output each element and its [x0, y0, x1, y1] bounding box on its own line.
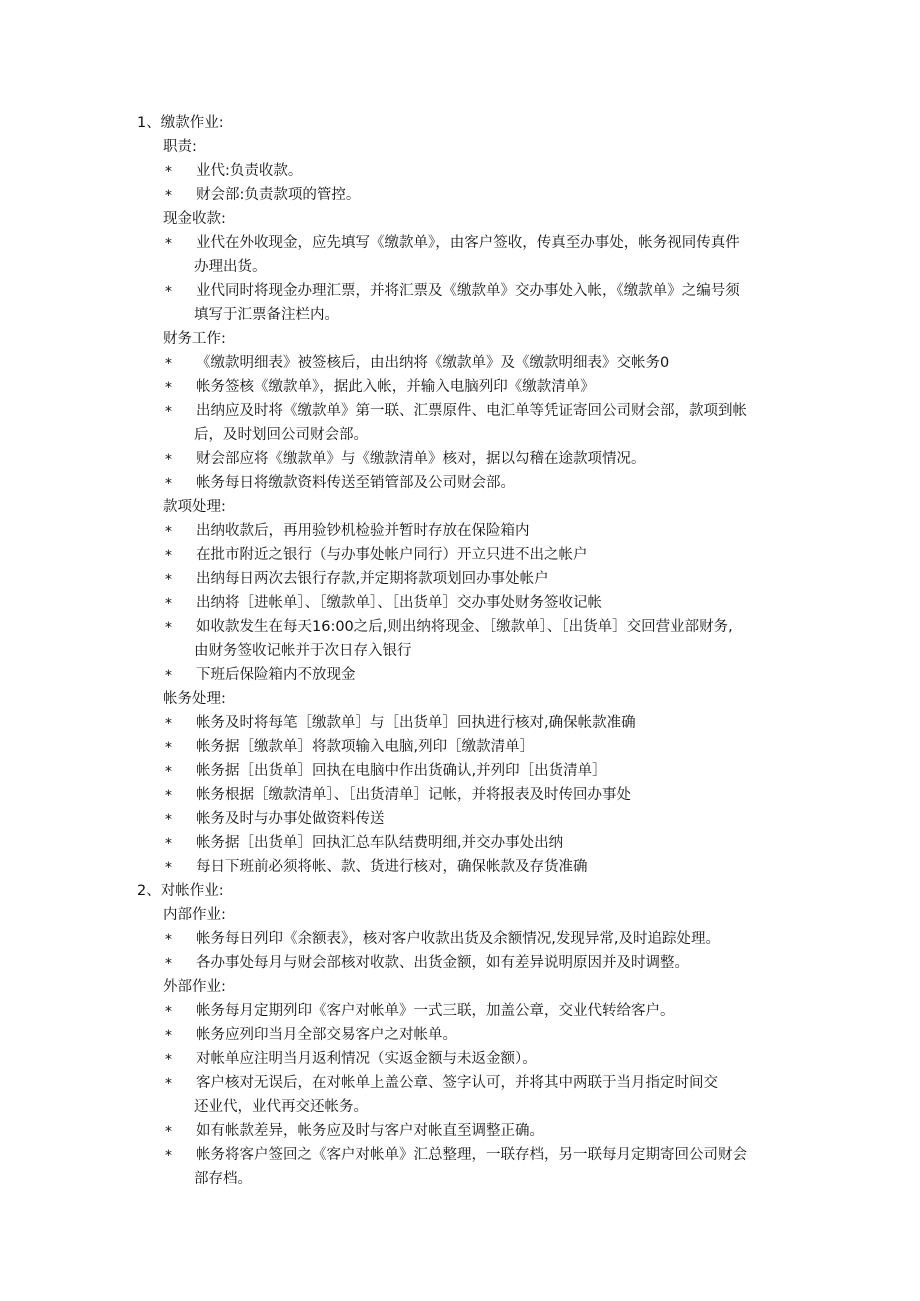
bullet-text: 帐务据［出货单］回执在电脑中作出货确认,并列印［出货清单］	[196, 763, 607, 779]
bullet-text: 在批市附近之银行（与办事处帐户同行）开立只进不出之帐户	[196, 547, 588, 563]
bullet-item	[0, 183, 920, 207]
bullet-item	[0, 1119, 920, 1143]
bullet-text: 业代同时将现金办理汇票，并将汇票及《缴款单》交办事处入帐，《缴款单》之编号须	[196, 283, 740, 299]
bullet-marker: *	[165, 932, 172, 948]
subsection-title: 帐务处理:	[163, 691, 226, 707]
bullet-item	[0, 1047, 920, 1071]
bullet-marker: *	[165, 188, 172, 204]
section-heading: 2、对帐作业:	[137, 883, 224, 899]
bullet-item	[0, 543, 920, 567]
bullet-item	[0, 951, 920, 975]
bullet-text-continuation: 办理出货。	[194, 259, 267, 275]
bullet-text: 下班后保险箱内不放现金	[196, 667, 356, 683]
bullet-text: 出纳收款后，再用验钞机检验并暂时存放在保险箱内	[196, 523, 530, 539]
bullet-marker: *	[165, 1052, 172, 1068]
bullet-marker: *	[165, 1124, 172, 1140]
bullet-marker: *	[165, 596, 172, 612]
bullet-marker: *	[165, 236, 172, 252]
bullet-text: 对帐单应注明当月返利情况（实返金额与未返金额）。	[196, 1051, 537, 1067]
bullet-item	[0, 447, 920, 471]
bullet-marker: *	[165, 836, 172, 852]
bullet-text: 帐务根据［缴款清单］、［出货清单］记帐，并将报表及时传回办事处	[196, 787, 631, 803]
bullet-text: 客户核对无误后，在对帐单上盖公章、签字认可，并将其中两联于当月指定时间交	[196, 1075, 718, 1091]
bullet-item	[0, 615, 920, 639]
bullet-text: 帐务每月定期列印《客户对帐单》一式三联，加盖公章，交业代转给客户。	[196, 1003, 675, 1019]
bullet-marker: *	[165, 404, 172, 420]
bullet-text: 帐务签核《缴款单》，据此入帐，并输入电脑列印《缴款清单》	[196, 379, 595, 395]
bullet-marker: *	[165, 380, 172, 396]
bullet-item	[0, 1023, 920, 1047]
bullet-marker: *	[165, 572, 172, 588]
bullet-text: 帐务应列印当月全部交易客户之对帐单。	[196, 1027, 457, 1043]
bullet-marker: *	[165, 524, 172, 540]
subsection-title: 职责:	[163, 139, 197, 155]
bullet-text-continuation: 还业代，业代再交还帐务。	[194, 1099, 368, 1115]
bullet-text-continuation: 填写于汇票备注栏内。	[194, 307, 339, 323]
bullet-marker: *	[165, 356, 172, 372]
bullet-text: 出纳每日两次去银行存款,并定期将款项划回办事处帐户	[196, 571, 549, 587]
bullet-marker: *	[165, 956, 172, 972]
bullet-text: 如有帐款差异，帐务应及时与客户对帐直至调整正确。	[196, 1123, 544, 1139]
bullet-marker: *	[165, 1004, 172, 1020]
bullet-item	[0, 519, 920, 543]
bullet-marker: *	[165, 1028, 172, 1044]
bullet-marker: *	[165, 812, 172, 828]
bullet-text: 《缴款明细表》被签核后，由出纳将《缴款单》及《缴款明细表》交帐务0	[196, 355, 670, 371]
bullet-item	[0, 159, 920, 183]
bullet-item	[0, 351, 920, 375]
bullet-text: 帐务据［缴款单］将款项输入电脑,列印［缴款清单］	[196, 739, 535, 755]
bullet-item	[0, 1143, 920, 1167]
bullet-text: 业代在外收现金，应先填写《缴款单》，由客户签收，传真至办事处，帐务视同传真件	[196, 235, 740, 251]
bullet-text: 每日下班前必须将帐、款、货进行核对，确保帐款及存货准确	[196, 859, 588, 875]
bullet-text: 帐务据［出货单］回执汇总车队结费明细,并交办事处出纳	[196, 835, 564, 851]
bullet-text: 各办事处每月与财会部核对收款、出货金额，如有差异说明原因并及时调整。	[196, 955, 689, 971]
subsection-title: 财务工作:	[163, 331, 226, 347]
bullet-text: 帐务每日将缴款资料传送至销管部及公司财会部。	[196, 475, 515, 491]
bullet-item	[0, 807, 920, 831]
bullet-marker: *	[165, 1148, 172, 1164]
bullet-marker: *	[165, 716, 172, 732]
bullet-marker: *	[165, 1076, 172, 1092]
bullet-text: 出纳应及时将《缴款单》第一联、汇票原件、电汇单等凭证寄回公司财会部，款项到帐	[196, 403, 747, 419]
bullet-text: 帐务每日列印《余额表》，核对客户收款出货及余额情况,发现异常,及时追踪处理。	[196, 931, 720, 947]
bullet-item	[0, 831, 920, 855]
bullet-text: 财会部应将《缴款单》与《缴款清单》核对，据以勾稽在途款项情况。	[196, 451, 646, 467]
bullet-item	[0, 1071, 920, 1095]
bullet-item	[0, 783, 920, 807]
bullet-text: 如收款发生在每天16:00之后,则出纳将现金、［缴款单］、［出货单］交回营业部财务,	[196, 619, 733, 635]
bullet-marker: *	[165, 788, 172, 804]
bullet-marker: *	[165, 740, 172, 756]
bullet-marker: *	[165, 860, 172, 876]
subsection-title: 外部作业:	[163, 979, 226, 995]
bullet-marker: *	[165, 452, 172, 468]
bullet-text: 帐务将客户签回之《客户对帐单》汇总整理，一联存档，另一联每月定期寄回公司财会	[196, 1147, 747, 1163]
bullet-text-continuation: 部存档。	[194, 1171, 252, 1187]
bullet-text-continuation: 由财务签收记帐并于次日存入银行	[194, 643, 412, 659]
bullet-item	[0, 735, 920, 759]
bullet-marker: *	[165, 284, 172, 300]
bullet-marker: *	[165, 164, 172, 180]
bullet-item	[0, 663, 920, 687]
bullet-item	[0, 375, 920, 399]
bullet-item	[0, 399, 920, 423]
bullet-item	[0, 711, 920, 735]
bullet-item	[0, 999, 920, 1023]
bullet-text: 财会部:负责款项的管控。	[196, 187, 361, 203]
subsection-title: 内部作业:	[163, 907, 226, 923]
bullet-marker: *	[165, 548, 172, 564]
subsection-title: 现金收款:	[163, 211, 226, 227]
bullet-item	[0, 567, 920, 591]
bullet-item	[0, 279, 920, 303]
bullet-text: 业代:负责收款。	[196, 163, 303, 179]
bullet-item	[0, 591, 920, 615]
bullet-text: 出纳将［进帐单］、［缴款单］、［出货单］交办事处财务签收记帐	[196, 595, 602, 611]
bullet-marker: *	[165, 764, 172, 780]
bullet-text: 帐务及时将每笔［缴款单］与［出货单］回执进行核对,确保帐款准确	[196, 715, 636, 731]
section-heading: 1、缴款作业:	[137, 115, 224, 131]
bullet-item	[0, 927, 920, 951]
bullet-item	[0, 855, 920, 879]
bullet-item	[0, 759, 920, 783]
subsection-title: 款项处理:	[163, 499, 226, 515]
bullet-marker: *	[165, 476, 172, 492]
bullet-text: 帐务及时与办事处做资料传送	[196, 811, 385, 827]
bullet-item	[0, 231, 920, 255]
bullet-marker: *	[165, 620, 172, 636]
bullet-text-continuation: 后，及时划回公司财会部。	[194, 427, 368, 443]
bullet-marker: *	[165, 668, 172, 684]
bullet-item	[0, 471, 920, 495]
